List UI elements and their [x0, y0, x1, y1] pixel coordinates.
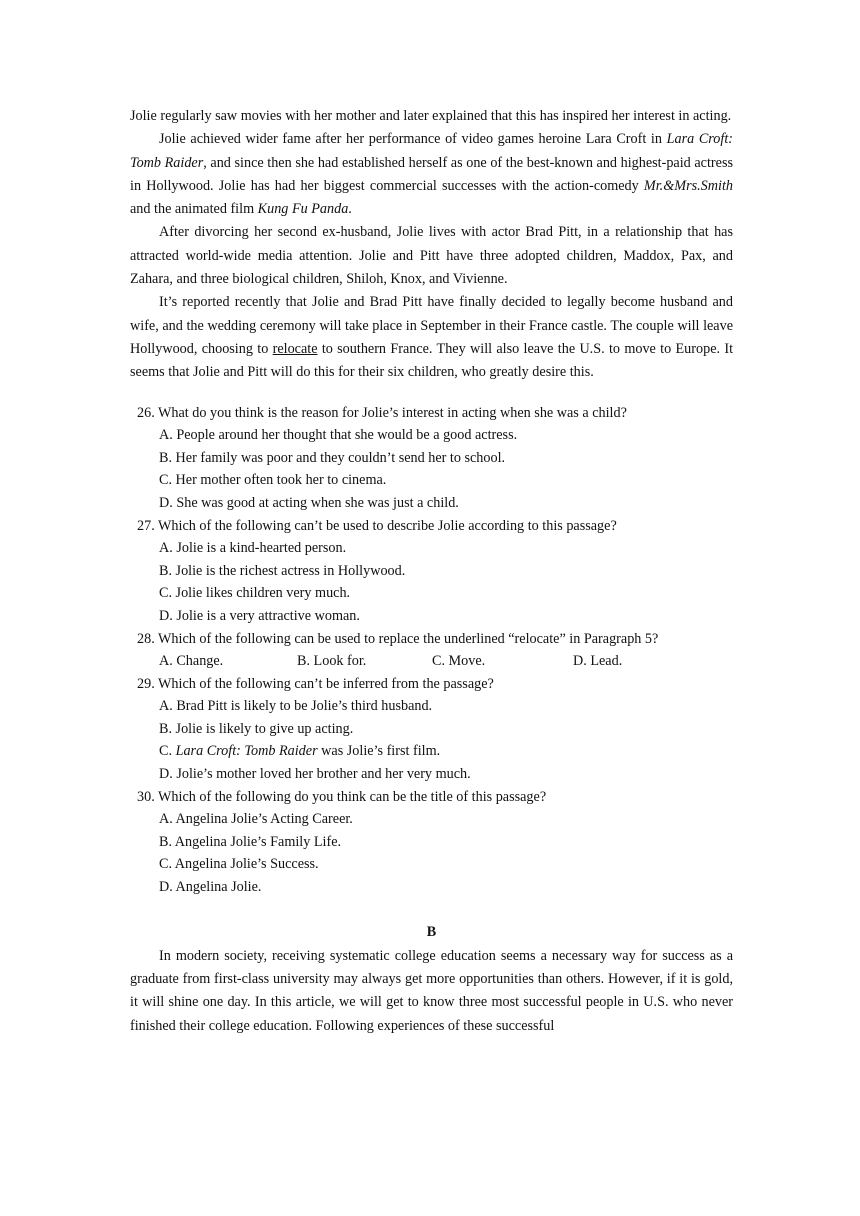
question-26 [130, 402, 733, 515]
passage-b-paragraph-1: In modern society, receiving systematic college education seems a necessary way for success as a graduate from first-class university may always get more opportunities than others. However, if it is gold, it will shine one day. In this article, we will get to know three most successful people in U.S. who never finished their college education. Following experiences of these successful [130, 947, 733, 1034]
answer-options [159, 537, 733, 627]
paragraph-text: Jolie achieved wider fame after her performance of video games heroine Lara Croft in [159, 131, 667, 148]
film-title: Kung Fu Panda [257, 201, 349, 218]
passage-a-paragraph-1: Jolie regularly saw movies with her mother and later explained that this has inspired her interest in acting. [130, 108, 732, 124]
option-a: A. Change. [159, 653, 224, 670]
question-29 [130, 673, 733, 786]
option-d: D. Lead. [573, 653, 623, 670]
option-b: B. Her family was poor and they couldn’t send her to school. [159, 449, 506, 466]
film-title: Lara Croft: Tomb Raider [130, 131, 733, 171]
question-stem: 30. Which of the following do you think can be the title of this passage? [137, 788, 547, 805]
paragraph-text: It’s reported recently that Jolie and Brad Pitt have finally decided to legally become husband and wife, and the wedding ceremony will take place in September in their France castle. The couple will leave Hollywood, choosing to [130, 294, 733, 357]
option-c: C. Jolie likes children very much. [159, 585, 351, 602]
paragraph-text: , and since then she had established herself as one of the best-known and highest-paid actress in Hollywood. Jolie has had her biggest commercial successes with the action-comedy [130, 154, 733, 194]
paragraph-text: and the animated film [130, 201, 258, 218]
question-stem: 28. Which of the following can be used to replace the underlined “relocate” in Paragraph 5? [137, 630, 659, 647]
passage-a-paragraph-3: After divorcing her second ex-husband, Jolie lives with actor Brad Pitt, in a relationship that has attracted world-wide media attention. Jolie and Pitt have three adopted children, Maddox, Pax, and Zahara, and three biological children, Shiloh, Knox, and Vivienne. [130, 224, 733, 288]
option-d: D. Angelina Jolie. [159, 879, 262, 896]
passage-a-paragraph-4 [130, 291, 733, 384]
option-label: C. [159, 743, 176, 760]
option-a: A. Jolie is a kind-hearted person. [159, 540, 347, 557]
paragraph-text: . [348, 201, 352, 218]
underlined-word: relocate [272, 340, 318, 357]
question-stem: 29. Which of the following can’t be inferred from the passage? [137, 675, 494, 692]
question-stem: 27. Which of the following can’t be used to describe Jolie according to this passage? [137, 517, 617, 534]
section-title: B [426, 923, 437, 940]
answer-options [159, 424, 733, 514]
option-text: was Jolie’s first film. [317, 743, 441, 760]
option-b: B. Angelina Jolie’s Family Life. [159, 833, 342, 850]
option-c: C. Angelina Jolie’s Success. [159, 856, 319, 873]
answer-options [159, 808, 733, 898]
option-a: A. People around her thought that she would be a good actress. [159, 427, 518, 444]
option-d: D. Jolie’s mother loved her brother and her very much. [159, 766, 471, 783]
answer-options [159, 650, 733, 673]
spacer [130, 385, 733, 402]
option-a: A. Angelina Jolie’s Acting Career. [159, 811, 353, 828]
page-content [130, 105, 733, 1038]
film-title: Mr.&Mrs.Smith [643, 177, 733, 194]
paragraph-text: to southern France. They will also leave the U.S. to move to Europe. It seems that Jolie and Pitt will do this for their six children, who greatly desire this. [130, 340, 734, 381]
passage-a-paragraph-2 [130, 128, 733, 221]
question-27 [130, 515, 733, 628]
question-stem: 26. What do you think is the reason for Jolie’s interest in acting when she was a child? [137, 404, 627, 421]
option-b: B. Jolie is likely to give up acting. [159, 720, 354, 737]
option-a: A. Brad Pitt is likely to be Jolie’s third husband. [159, 698, 433, 715]
option-b: B. Look for. [297, 653, 367, 670]
answer-options [159, 695, 733, 785]
option-d: D. Jolie is a very attractive woman. [159, 607, 360, 624]
option-c [159, 740, 733, 763]
question-30 [130, 786, 733, 899]
question-28 [130, 628, 733, 673]
option-c: C. Her mother often took her to cinema. [159, 472, 387, 489]
option-c: C. Move. [432, 653, 486, 670]
option-b: B. Jolie is the richest actress in Hollywood. [159, 562, 406, 579]
film-title: Lara Croft: Tomb Raider [175, 743, 318, 760]
option-d: D. She was good at acting when she was just a child. [159, 494, 459, 511]
